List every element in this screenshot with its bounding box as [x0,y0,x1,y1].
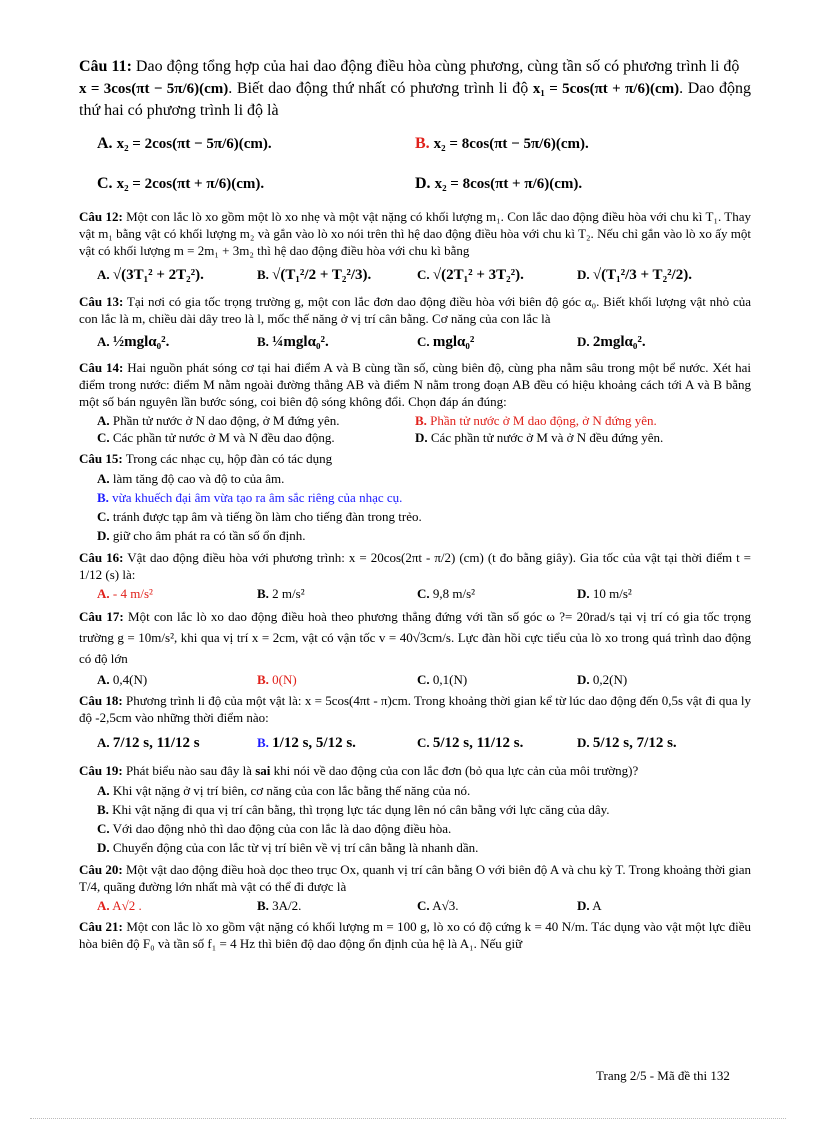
question-11-head: Câu 11: [79,58,132,75]
option-label: C. [417,334,430,349]
q13-option-d[interactable] [559,329,719,355]
option-text: √(2T₁² + 3T₂²). [432,267,524,283]
option-label: A. [97,413,110,428]
option-text: tránh được tạp âm và tiếng ồn làm cho tiếng đàn trong trẻo. [112,509,422,524]
q11-option-b[interactable] [397,124,715,164]
option-label: A. [97,672,110,687]
question-14-options [79,412,751,446]
q13-option-c[interactable] [399,329,559,355]
option-label: A. [97,471,110,486]
option-text: làm tăng độ cao và độ to của âm. [112,471,285,486]
option-label: B. [415,413,427,428]
option-text: Các phần tử nước ở M và N đều dao động. [112,430,335,445]
option-text: giữ cho âm phát ra có tần số ổn định. [112,528,306,543]
question-19-text-bold: sai [255,763,271,778]
option-label: B. [257,334,269,349]
option-label: A. [97,735,110,750]
q17-option-b[interactable] [239,671,399,688]
option-text: Chuyển động của con lắc từ vị trí biên về vị trí cân bằng là nhanh dần. [112,840,479,855]
option-text: A√3. [432,898,459,913]
question-21 [79,918,751,952]
option-label: D. [577,735,590,750]
question-17-head: Câu 17: [79,609,124,624]
option-text: 0,2(N) [592,672,628,687]
question-14-text: Hai nguồn phát sóng cơ tại hai điểm A và B cùng tần số, cùng biên độ, cùng pha nằm sâu trong một bể nước. Xét hai điểm trong nước: điểm M nằm ngoài đường thẳng AB và điểm N nằm trong đoạn AB đều có hiệu khoảng cách tới A và B bằng một số bán nguyên lần bước sóng, coi biên độ sóng không đổi. Chọn đáp án đúng: [79,360,752,409]
option-text: x₂ = 2cos(πt − 5π/6)(cm). [116,136,272,152]
question-18 [79,692,751,726]
option-label: D. [577,586,590,601]
question-11-eq-total: x = 3cos(πt − 5π/6)(cm) [79,81,229,97]
q17-option-c[interactable] [399,671,559,688]
option-text: mglα₀² [432,334,475,350]
question-11-options [79,124,751,204]
q17-option-d[interactable] [559,671,719,688]
option-label: A. [97,898,110,913]
option-label: B. [257,267,269,282]
option-text: 5/12 s, 11/12 s. [432,735,524,751]
q15-option-d[interactable] [79,526,751,545]
question-16-options [79,585,751,602]
exam-page [79,56,751,954]
option-label: D. [577,334,590,349]
question-11-text2: . Biết dao động thứ nhất có phương trình li độ [228,80,529,97]
option-text: 10 m/s² [592,586,632,601]
question-17-text: Một con lắc lò xo dao động điều hoà theo phương thẳng đứng với tần số góc ω ?= 20rad/s tại vị trí có gia tốc trọng trường g = 10m/s², khi qua vị trí x = 2cm, vật có vận tốc v = 40√3cm/s. Lực đàn hồi cực tiểu của lò xo trong quá trình dao động có độ lớn [79,609,752,666]
option-text: 7/12 s, 11/12 s [112,735,200,751]
q20-option-b[interactable] [239,897,399,914]
question-19-text-post: khi nói về dao động của con lắc đơn (bỏ qua lực cản của môi trường)? [270,763,639,778]
q16-option-b[interactable] [239,585,399,602]
q19-option-b[interactable] [79,800,751,819]
option-label: B. [97,802,109,817]
q11-option-a[interactable] [79,124,397,164]
option-label: C. [417,898,430,913]
option-text: 0,4(N) [112,672,148,687]
question-20-options [79,897,751,914]
q16-option-d[interactable] [559,585,719,602]
question-11-text3: . Dao động thứ hai có phương trình li độ là [79,80,751,119]
option-text: 3A/2. [272,898,302,913]
option-text: Khi vật nặng đi qua vị trí cân bằng, thì trọng lực tác dụng lên nó cân bằng với lực căng của dây. [112,802,610,817]
option-label: D. [415,175,431,192]
q13-option-a[interactable] [79,329,239,355]
option-text: 2 m/s² [272,586,305,601]
q20-option-c[interactable] [399,897,559,914]
question-16-text: Vật dao động điều hòa với phương trình: x = 20cos(2πt - π/2) (cm) (t đo bằng giây). Gia tốc của vật tại thời điểm t = 1/12 (s) là: [79,550,752,582]
question-21-text: Một con lắc lò xo gồm vật nặng có khối lượng m = 100 g, lò xo có độ cứng k = 40 N/m. Tác dụng vào vật một lực điều hòa biên độ F₀ và tần số f₁ = 4 Hz thì biên độ dao động ổn định của hệ là A₁. Nếu giữ [79,919,751,951]
option-text: A√2 . [112,898,142,913]
q15-option-b[interactable] [79,488,751,507]
option-label: D. [577,672,590,687]
question-12-options [79,261,751,289]
option-text: 9,8 m/s² [432,586,476,601]
question-14-head: Câu 14: [79,360,124,375]
option-label: D. [97,528,110,543]
option-label: B. [257,735,269,750]
page-footer: Trang 2/5 - Mã đề thi 132 [596,1068,730,1083]
option-label: B. [97,490,109,505]
q16-option-c[interactable] [399,585,559,602]
question-21-head: Câu 21: [79,919,123,934]
option-label: C. [417,735,430,750]
option-text: x₂ = 8cos(πt + π/6)(cm). [434,176,583,192]
question-13-head: Câu 13: [79,294,124,309]
question-16-head: Câu 16: [79,550,124,565]
question-19-text-pre: Phát biểu nào sau đây là [125,763,256,778]
option-label: C. [417,267,430,282]
option-label: C. [97,430,110,445]
option-text: 5/12 s, 7/12 s. [592,735,677,751]
q11-option-c[interactable] [79,164,397,204]
q18-option-b[interactable] [239,728,399,758]
q18-option-d[interactable] [559,728,719,758]
option-text: x₂ = 2cos(πt + π/6)(cm). [116,176,265,192]
option-label: C. [97,821,110,836]
option-label: B. [257,586,269,601]
option-text: √(T₁²/3 + T₂²/2). [592,267,692,283]
q18-option-a[interactable] [79,728,239,758]
option-text: Với dao động nhỏ thì dao động của con lắc là dao động điều hòa. [112,821,452,836]
question-18-options [79,728,751,758]
option-text: vừa khuếch đại âm vừa tạo ra âm sắc riêng của nhạc cụ. [112,490,403,505]
q14-option-b[interactable] [397,412,715,429]
question-15-text: Trong các nhạc cụ, hộp đàn có tác dụng [125,451,333,466]
q18-option-c[interactable] [399,728,559,758]
question-20 [79,861,751,895]
question-12 [79,208,751,259]
option-text: Các phần tử nước ở M và ở N đều đứng yên. [430,430,664,445]
q13-option-b[interactable] [239,329,399,355]
option-label: A. [97,783,110,798]
question-16 [79,549,751,583]
question-11 [79,56,751,122]
question-15 [79,450,751,467]
q14-option-d[interactable] [397,429,715,446]
option-label: B. [257,898,269,913]
option-label: A. [97,586,110,601]
page-bottom-divider [30,1118,786,1119]
option-text: 1/12 s, 5/12 s. [272,735,356,751]
option-text: - 4 m/s² [112,586,153,601]
question-13 [79,293,751,327]
question-17 [79,606,751,669]
option-text: ¼mglα₀². [272,334,329,350]
option-label: D. [97,840,110,855]
question-19 [79,762,751,779]
option-label: C. [97,509,110,524]
option-label: A. [97,267,110,282]
option-label: A. [97,135,113,152]
q16-option-a[interactable] [79,585,239,602]
q15-option-c[interactable] [79,507,751,526]
question-15-head: Câu 15: [79,451,123,466]
question-13-options [79,329,751,355]
q14-option-c[interactable] [79,429,397,446]
q19-option-a[interactable] [79,781,751,800]
question-12-head: Câu 12: [79,209,123,224]
q14-option-a[interactable] [79,412,397,429]
option-label: B. [415,135,430,152]
option-label: C. [417,586,430,601]
option-text: Phần tử nước ở N dao động, ở M đứng yên. [112,413,340,428]
option-label: C. [97,175,113,192]
question-20-head: Câu 20: [79,862,123,877]
option-text: Phần tử nước ở M dao động, ở N đứng yên. [430,413,657,428]
q12-option-b[interactable] [239,261,399,289]
option-text: 2mglα₀². [592,334,646,350]
q15-option-a[interactable] [79,469,751,488]
question-19-head: Câu 19: [79,763,123,778]
option-text: ½mglα₀². [112,334,170,350]
q19-option-c[interactable] [79,819,751,838]
question-14 [79,359,751,410]
q12-option-d[interactable] [559,261,719,289]
question-11-eq-first: x₁ = 5cos(πt + π/6)(cm) [532,81,680,97]
question-18-text: Phương trình li độ của một vật là: x = 5cos(4πt - π)cm. Trong khoảng thời gian kể từ lúc dao động đến 0,5s vật đi qua ly độ -2,5cm vào những thời điểm nào: [79,693,751,725]
option-text: 0,1(N) [432,672,468,687]
q17-option-a[interactable] [79,671,239,688]
question-12-text: Một con lắc lò xo gồm một lò xo nhẹ và một vật nặng có khối lượng m₁. Con lắc dao động điều hòa với chu kì T₁. Thay vật m₁ bằng vật có khối lượng m₂ và gắn vào lò xo nói trên thì hệ dao động điều hòa với chu kì T₂. Nếu chỉ gắn vào lò xo ấy một vật có khối lượng m = 2m₁ + 3m₂ thì hệ dao động điều hòa với chu kì bằng [79,209,752,258]
question-11-text: Dao động tổng hợp của hai dao động điều hòa cùng phương, cùng tần số có phương trình li độ [135,58,740,75]
option-label: D. [577,898,590,913]
option-text: Khi vật nặng ở vị trí biên, cơ năng của con lắc bằng thế năng của nó. [112,783,471,798]
q11-option-d[interactable] [397,164,715,204]
question-17-options [79,671,751,688]
option-label: C. [417,672,430,687]
q19-option-d[interactable] [79,838,751,857]
option-text: A [592,898,602,913]
q12-option-c[interactable] [399,261,559,289]
q20-option-a[interactable] [79,897,239,914]
question-18-head: Câu 18: [79,693,123,708]
option-label: D. [415,430,428,445]
option-text: 0(N) [272,672,297,687]
q12-option-a[interactable] [79,261,239,289]
question-20-text: Một vật dao động điều hoà dọc theo trục Ox, quanh vị trí cân bằng O với biên độ A và chu kỳ T. Trong khoảng thời gian T/4, quãng đường lớn nhất mà vật có thể đi được là [79,862,752,894]
option-text: x₂ = 8cos(πt − 5π/6)(cm). [433,136,589,152]
option-label: B. [257,672,269,687]
option-text: √(T₁²/2 + T₂²/3). [272,267,372,283]
question-13-text: Tại nơi có gia tốc trọng trường g, một con lắc đơn dao động điều hòa với biên độ góc α₀. Biết khối lượng vật nhỏ của con lắc là m, chiều dài dây treo là l, mốc thế năng ở vị trí cân bằng. Cơ năng của con lắc là [79,294,752,326]
question-19-options [79,781,751,857]
option-text: √(3T₁² + 2T₂²). [112,267,204,283]
option-label: D. [577,267,590,282]
question-15-options [79,469,751,545]
q20-option-d[interactable] [559,897,719,914]
option-label: A. [97,334,110,349]
